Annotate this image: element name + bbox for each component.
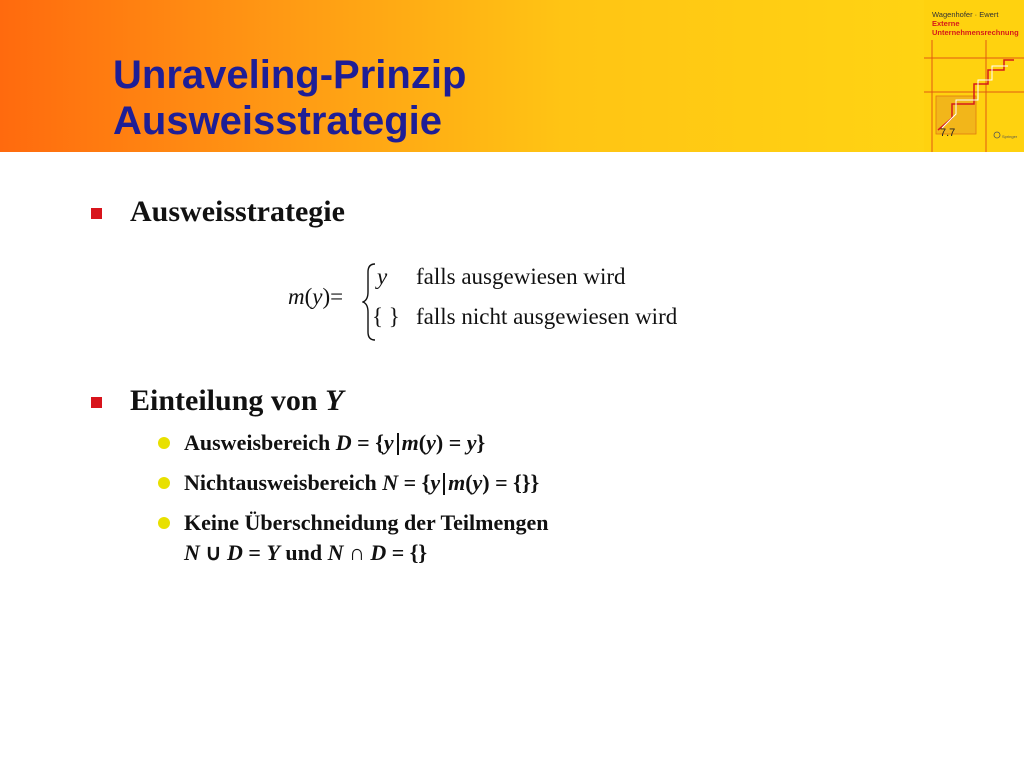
union-symbol: ∪ xyxy=(199,540,227,565)
red-square-bullet xyxy=(91,397,102,408)
set-builder-bar xyxy=(397,433,399,455)
yellow-dot-bullet xyxy=(158,437,170,449)
book-cover-text xyxy=(932,10,1019,37)
einteilung-heading-var: Y xyxy=(325,384,344,417)
intersection-symbol: ∩ xyxy=(343,540,371,565)
list-item-nichtausweisbereich: Nichtausweisbereich N = {y m(y) = {}} xyxy=(184,470,540,495)
einteilung-heading-text: Einteilung von xyxy=(130,384,326,417)
book-publisher: Springer xyxy=(1002,134,1018,139)
list-item-keine-ueberschneidung: Keine Überschneidung der Teilmengen xyxy=(184,510,549,535)
formula-lhs xyxy=(288,284,343,310)
book-title-line-2: Unternehmensrechnung xyxy=(932,28,1019,37)
book-cover-graph-icon xyxy=(924,40,1024,152)
set-builder-bar xyxy=(443,473,445,495)
list-item-keine-ueberschneidung-formula: N ∪ D = Y und N ∩ D = {} xyxy=(184,540,428,565)
list-item-ausweisbereich: Ausweisbereich D = {y m(y) = y} xyxy=(184,430,486,455)
formula-case2-condition: falls nicht ausgewiesen wird xyxy=(416,304,678,329)
formula-case1-condition: falls ausgewiesen wird xyxy=(416,264,626,289)
title-line-1: Unraveling-Prinzip xyxy=(113,53,467,97)
yellow-dot-bullet xyxy=(158,517,170,529)
formula-case1-value: y xyxy=(377,264,388,289)
section-heading-einteilung xyxy=(130,384,343,418)
formula-lhs-close: )= xyxy=(322,284,344,309)
formula-lhs-y: y xyxy=(312,284,323,309)
slide-number: 7.7 xyxy=(940,127,956,139)
title-line-2: Ausweisstrategie xyxy=(113,99,443,143)
formula-case2-value: { } xyxy=(372,304,400,329)
red-square-bullet xyxy=(91,208,102,219)
book-cover xyxy=(924,0,1024,152)
book-title-line-1: Externe xyxy=(932,19,960,28)
yellow-dot-bullet xyxy=(158,477,170,489)
slide-title xyxy=(113,52,466,144)
section-heading-ausweisstrategie: Ausweisstrategie xyxy=(130,195,345,228)
formula-lhs-open: ( xyxy=(304,284,313,309)
formula-brace xyxy=(362,262,378,342)
formula-lhs-m: m xyxy=(288,284,305,309)
book-authors: Wagenhofer · Ewert xyxy=(932,10,999,19)
